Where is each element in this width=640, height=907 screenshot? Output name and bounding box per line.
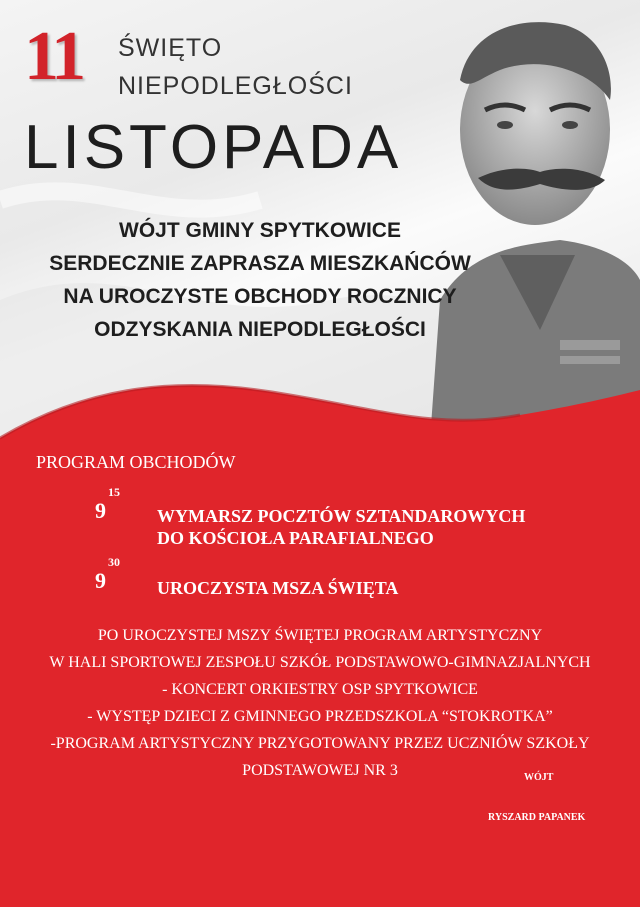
artistic-program-line: W HALI SPORTOWEJ ZESPOŁU SZKÓŁ PODSTAWOWO-GIMNAZJALNYCH bbox=[49, 654, 591, 671]
program-item-line: WYMARSZ POCZTÓW SZTANDAROWYCH bbox=[157, 506, 526, 526]
artistic-program-text bbox=[0, 622, 640, 784]
holiday-title-line2: NIEPODLEGŁOŚCI bbox=[118, 72, 353, 100]
invitation-line: SERDECZNIE ZAPRASZA MIESZKAŃCÓW bbox=[49, 252, 471, 275]
time-hour: 9 bbox=[95, 498, 106, 523]
artistic-program-line: PODSTAWOWEJ NR 3 bbox=[242, 762, 398, 779]
artistic-program-line: - WYSTĘP DZIECI Z GMINNEGO PRZEDSZKOLA “STOKROTKA” bbox=[87, 708, 553, 725]
month-title: LISTOPADA bbox=[24, 113, 403, 182]
artistic-program-line: PO UROCZYSTEJ MSZY ŚWIĘTEJ PROGRAM ARTYSTYCZNY bbox=[97, 627, 543, 644]
artistic-program-line: - KONCERT ORKIESTRY OSP SPYTKOWICE bbox=[162, 681, 478, 698]
time-minutes: 30 bbox=[108, 554, 120, 569]
time-hour: 9 bbox=[95, 568, 106, 593]
program-item-time bbox=[95, 484, 120, 524]
day-number: 11 bbox=[24, 18, 83, 95]
invitation-line: ODZYSKANIA NIEPODLEGŁOŚCI bbox=[94, 318, 426, 341]
signature-name: RYSZARD PAPANEK bbox=[488, 812, 586, 823]
invitation-line: WÓJT GMINY SPYTKOWICE bbox=[119, 219, 401, 242]
program-item-time bbox=[95, 554, 120, 594]
time-minutes: 15 bbox=[108, 484, 120, 499]
program-item-line: UROCZYSTA MSZA ŚWIĘTA bbox=[157, 578, 399, 598]
program-title: PROGRAM OBCHODÓW bbox=[36, 452, 236, 472]
holiday-title-line1: ŚWIĘTO bbox=[118, 34, 223, 62]
program-item-line: DO KOŚCIOŁA PARAFIALNEGO bbox=[157, 528, 434, 548]
signature-title: WÓJT bbox=[524, 772, 554, 783]
invitation-line: NA UROCZYSTE OBCHODY ROCZNICY bbox=[63, 285, 457, 308]
artistic-program-line: -PROGRAM ARTYSTYCZNY PRZYGOTOWANY PRZEZ UCZNIÓW SZKOŁY bbox=[50, 735, 590, 752]
invitation-text bbox=[40, 214, 480, 346]
